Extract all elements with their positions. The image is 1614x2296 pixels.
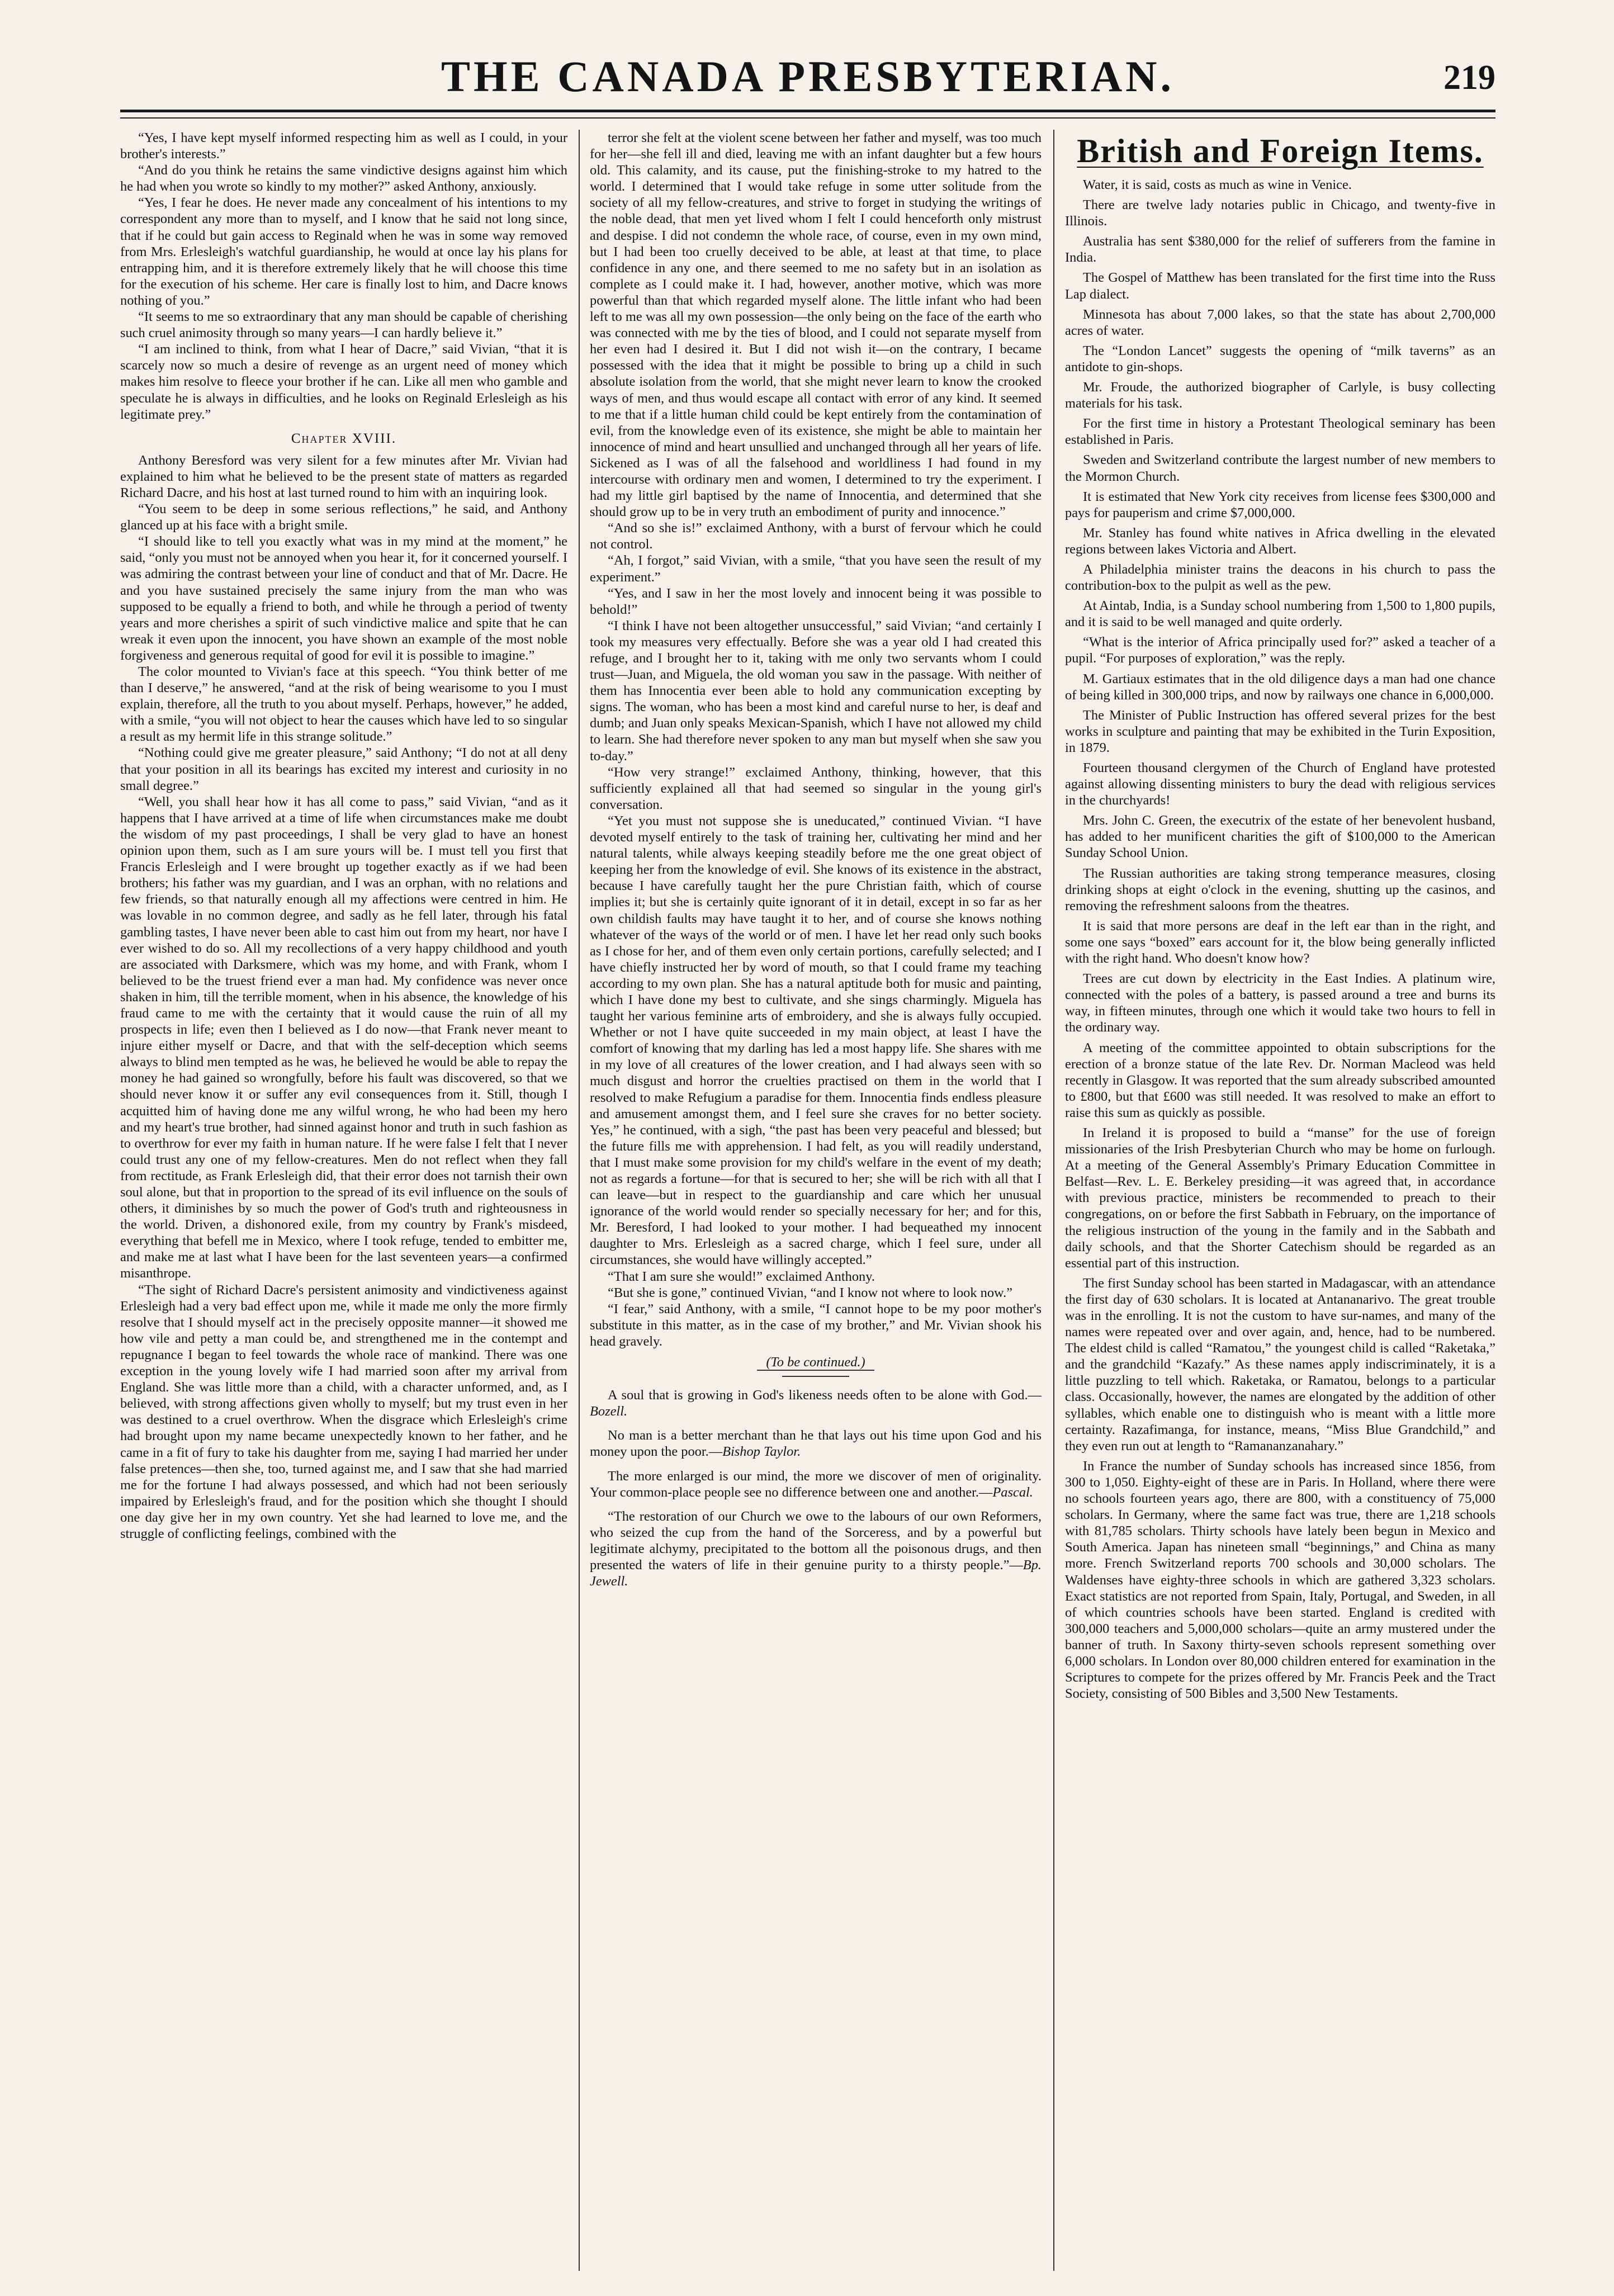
quotation-text: A soul that is growing in God's likeness needs often to be alone with God.— (608, 1388, 1042, 1403)
news-item: It is estimated that New York city receives from license fees $300,000 and pays for pauperism and crime $7,000,000. (1065, 489, 1495, 520)
news-item: M. Gartiaux estimates that in the old diligence days a man had one chance of being killed in 300,000 trips, and now by railways one chance in 6,000,000. (1065, 671, 1495, 703)
story-paragraph: “And so she is!” exclaimed Anthony, with a burst of fervour which he could not control. (590, 520, 1042, 552)
masthead (120, 32, 1495, 116)
story-paragraph: “Yes, I fear he does. He never made any concealment of his intentions to my correspondent any more than to myself, and I know that he said not long since, that if he could but gain access to Reginald when he was in some way removed from Mrs. Erlesleigh's watchful guardianship, he would at once lay his plans for entrapping him, and it is therefore extremely likely that he will choose this time for the execution of his scheme. Her care is finally lost to him, and Dacre knows nothing of you.” (120, 195, 567, 308)
masthead-rule (120, 110, 1495, 112)
quotation (590, 1508, 1042, 1589)
news-item: Minnesota has about 7,000 lakes, so that the state has about 2,700,000 acres of water. (1065, 306, 1495, 338)
story-paragraph: “I am inclined to think, from what I hear of Dacre,” said Vivian, “that it is scarcely now so much a desire of revenge as an urgent need of money which makes him resolve to fleece your brother if he can. Like all men who gamble and speculate he is always in difficulties, and he looks on Reginald Erlesleigh as his legitimate prey.” (120, 342, 567, 422)
story-paragraph: “It seems to me so extraordinary that any man should be capable of cherishing such cruel animosity through so many years—I can hardly believe it.” (120, 309, 567, 341)
news-item: In Ireland it is proposed to build a “manse” for the use of foreign missionaries of the Irish Presbyterian Church who may be home on furlough. At a meeting of the General Assembly's Primary Education Committee in Belfast—Rev. L. E. Berkeley presiding—it was agreed that, in accordance with previous practice, ministers be recommended to preach to their congregations, on or before the first Sabbath in February, on the importance of the religious instruction of the young in the family and in the Sabbath and daily schools, and that the Shorter Catechism should be regarded as an essential part of this instruction. (1065, 1125, 1495, 1271)
quotation-author: Bishop Taylor. (722, 1444, 801, 1460)
news-item: The first Sunday school has been started in Madagascar, with an attendance the first day of 630 scholars. It is located at Antananarivo. The great trouble was in the enrolling. It is not the custom to have sur-names, and many of the names were repeated over and over again, and, hence, had to be numbered. The eldest child is called “Ramatou,” the youngest child is called “Raketaka,” and the grandchild “Kazafy.” As these names apply indiscriminately, it is a little puzzling to tell which. Raketaka, or Ramatou, belongs to a particular class. Occasionally, however, the names are elongated by the addition of other syllables, which enable one to distinguish who is meant with a little more certainty. Razafimanga, for instance, means, “Miss Blue Grandchild,” and they even run out at length to “Ramananzanahary.” (1065, 1275, 1495, 1454)
quotation (590, 1427, 1042, 1460)
story-paragraph: “I fear,” said Anthony, with a smile, “I cannot hope to be my poor mother's substitute in this matter, as in the case of my brother,” and Mr. Vivian shook his head gravely. (590, 1301, 1042, 1349)
story-column-1 (120, 130, 567, 2254)
news-item: Fourteen thousand clergymen of the Church of England have protested against allowing dissenting ministers to bury the dead with religious services in the churchyards! (1065, 760, 1495, 808)
quotation-author: Bozell. (590, 1404, 628, 1419)
news-item: Mrs. John C. Green, the executrix of the estate of her benevolent husband, has added to her munificent charities the gift of $100,000 to the American Sunday School Union. (1065, 813, 1495, 861)
story-paragraph: “You seem to be deep in some serious reflections,” he said, and Anthony glanced up at his face with a bright smile. (120, 501, 567, 533)
story-paragraph: The color mounted to Vivian's face at this speech. “You think better of me than I deserve,” he answered, “and at the risk of being wearisome to you I must explain, therefore, all the truth to you about myself. Perhaps, however,” he added, with a smile, “you will not object to hear the causes which have led to so singular a result as my hermit life in this strange solitude.” (120, 664, 567, 745)
story-paragraph: “That I am sure she would!” exclaimed Anthony. (608, 1268, 875, 1284)
story-paragraph: “How very strange!” exclaimed Anthony, thinking, however, that this sufficiently explained all that had seemed so singular in the young girl's conversation. (590, 764, 1042, 812)
story-paragraph: “I think I have not been altogether unsuccessful,” said Vivian; “and certainly I took my measures very effectually. Before she was a year old I had created this refuge, and I brought her to it, taking with me only two servants whom I could trust—Juan, and Miguela, the old woman you saw in the passage. With neither of them has Innocentia ever been able to hold any communication excepting by signs. The woman, who has been a most kind and careful nurse to her, is deaf and dumb; and Juan only speaks Mexican-Spanish, which I have not allowed my child to learn. She had therefore never spoken to any man but myself when she saw you to-day.” (590, 618, 1042, 764)
story-paragraph: Anthony Beresford was very silent for a few minutes after Mr. Vivian had explained to him what he believed to be the present state of matters as regarded Richard Dacre, and his host at last turned round to him with an inquiring look. (120, 452, 567, 500)
news-item: At Aintab, India, is a Sunday school numbering from 1,500 to 1,800 pupils, and it is said to be well managed and quite orderly. (1065, 598, 1495, 630)
news-item: A meeting of the committee appointed to obtain subscriptions for the erection of a bronze statue of the late Rev. Dr. Norman Macleod was held recently in Glasgow. It was reported that the sum already subscribed amounted to £800, but that £600 was still needed. It was resolved to make an effort to raise this sum as quickly as possible. (1065, 1040, 1495, 1120)
news-item: Mr. Froude, the authorized biographer of Carlyle, is busy collecting materials for his task. (1065, 380, 1495, 411)
story-paragraph: “But she is gone,” continued Vivian, “and I know not where to look now.” (608, 1285, 1013, 1300)
news-item: Mr. Stanley has found white natives in Africa dwelling in the elevated regions between lakes Victoria and Albert. (1065, 525, 1495, 557)
news-item: There are twelve lady notaries public in Chicago, and twenty-five in Illinois. (1065, 197, 1495, 229)
quotation (590, 1468, 1042, 1500)
story-paragraph: “And do you think he retains the same vindictive designs against him which he had when you wrote so kindly to my mother?” asked Anthony, anxiously. (120, 163, 567, 195)
news-item: “What is the interior of Africa principally used for?” asked a teacher of a pupil. “For purposes of exploration,” was the reply. (1065, 635, 1495, 666)
story-paragraph: “Well, you shall hear how it has all come to pass,” said Vivian, “and as it happens that I have arrived at a time of life when circumstances make me doubt the wisdom of my past proceedings, I shall be very glad to have an honest opinion upon them, such as I am sure yours will be. I must tell you first that Francis Erlesleigh and I were brought up together exactly as if we had been brothers; his father was my guardian, and I was an orphan, with no relations and few friends, so that naturally enough all my affections were centred in him. He was lovable in no common degree, and sadly as he fell later, through his fatal gambling tastes, I have never been able to cast him out from my heart, nor have I ever wished to do so. All my recollections of a very happy childhood and youth are associated with Darksmere, which was my home, and with Frank, whom I believed to be the truest friend ever a man had. My confidence was never once shaken in him, till the terrible moment, when in his absence, the knowledge of his fraud came to me with the certainty that it would cause the ruin of all my prospects in life; even then I believed as I do now—that Frank never meant to injure either myself or Dacre, and that with the self-deception which seems always to blind men tempted as he was, he believed he would be able to repay the money he had gained so wrongfully, before his fault was discovered, so that we should never know it or suffer any evil consequences from it. Still, though I acquitted him of having done me any wilful wrong, he who had been my hero and my heart's true brother, had sinned against honor and truth in such fashion as to overthrow for ever my faith in human nature. If he were false I felt that I never could trust any one of my fellow-creatures. Men do not reflect when they fall from rectitude, as Frank Erlesleigh did, that their error does not tarnish their own soul alone, but that in proportion to the spread of its evil influence on the souls of others, it diminishes by so much the power of God's truth and righteousness in the world. Driven, a dishonored exile, from my country by Frank's misdeed, everything that befell me in Mexico, where I took refuge, tended to embitter me, and make me at last what I have been for the last seventeen years—a confirmed misanthrope. (120, 794, 567, 1281)
quotation-author: Pascal. (992, 1484, 1033, 1500)
news-items-list (1065, 177, 1495, 1702)
quotation-author: Bp. Jewell. (590, 1557, 1042, 1589)
story-paragraph: “Yes, I have kept myself informed respecting him as well as I could, in your brother's interests.” (120, 130, 567, 162)
news-item: Water, it is said, costs as much as wine in Venice. (1083, 177, 1352, 192)
column-divider (579, 130, 580, 2271)
news-item: In France the number of Sunday schools has increased since 1856, from 300 to 1,050. Eighty-eight of these are in Paris. In Holland, where there were no schools fourteen years ago, there are 800, with a constituency of 75,000 scholars. In Germany, where the same fact was true, there are 1,218 schools with 81,785 scholars. Thirty schools have lately been begun in Mexico and South America. Japan has nineteen small “beginnings,” and China as many more. French Switzerland reports 700 schools and 30,000 scholars. The Waldenses have eighty-three schools in which are gathered 3,323 scholars. Exact statistics are not reported from Spain, Italy, Portugal, and Sweden, in all of which countries schools have been started. England is credited with 300,000 teachers and 5,000,000 scholars—quite an army mustered under the banner of truth. In Saxony thirty-seven schools represent something over 6,000 scholars. In London over 80,000 children entered for examination in the Scriptures to compete for the prizes offered by Mr. Francis Peek and the Tract Society, consisting of 500 Bibles and 3,500 New Testaments. (1065, 1458, 1495, 1702)
news-item: The Russian authorities are taking strong temperance measures, closing drinking shops at eight o'clock in the evening, shutting up the casinos, and removing the refreshment saloons from the theatres. (1065, 865, 1495, 913)
news-item: A Philadelphia minister trains the deacons in his church to pass the contribution-box to the pulpit as well as the pew. (1065, 561, 1495, 594)
story-paragraph: “Yet you must not suppose she is uneducated,” continued Vivian. “I have devoted myself entirely to the task of training her, cultivating her mind and her natural talents, while always keeping steadily before me the one great object of keeping her from the knowledge of evil. She knows of its existence in the abstract, because I have carefully taught her the pure Christian faith, which of course implies it; but she is certainly quite ignorant of it in detail, except in so far as her own childish faults may have taught it to her, and of course she knows nothing whatever of the ways of the world or of men. I have let her read only such books as I chose for her, and of them even only certain portions, carefully selected; and I have chiefly instructed her by word of mouth, so that I could frame my teaching according to my own plan. She has a natural aptitude both for music and painting, which I have done my best to cultivate, and she sings charmingly. Miguela has taught her various feminine arts of embroidery, and she is always fully occupied. Whether or not I have quite succeeded in my main object, at least I have the comfort of knowing that my darling has led a most happy life. She shares with me in my love of all creatures of the lower creation, and I had always seen with so much disgust and horror the cruelties practised on them in the world that I resolved to make Refugium a paradise for them. Innocentia finds endless pleasure and amusement amongst them, and I feel sure she craves for no better society. Yes,” he continued, with a sigh, “the past has been very peaceful and blessed; but the future fills me with apprehension. I had felt, as you will readily understand, that I must make some provision for my child's welfare in the event of my death; not as regards a fortune—for that is secured to her; she will be rich with all that I can leave—but in respect to the guardianship and care which her unusual ignorance of the world would render so specially necessary for her; and for this, Mr. Beresford, I had looked to your mother. I had bequeathed my innocent daughter to Mrs. Erlesleigh as a sacred charge, which I feel sure, under all circumstances, she would have willingly accepted.” (590, 813, 1042, 1268)
story-column-2 (590, 130, 1042, 2254)
to-be-continued (590, 1354, 1042, 1370)
newspaper-title: THE CANADA PRESBYTERIAN. (441, 52, 1175, 101)
to-be-continued-text: (To be continued.) (757, 1355, 874, 1371)
news-item: Australia has sent $380,000 for the relief of sufferers from the famine in India. (1065, 234, 1495, 266)
news-item: For the first time in history a Protestant Theological seminary has been established in Paris. (1065, 416, 1495, 448)
story-paragraph: “Nothing could give me greater pleasure,” said Anthony; “I do not at all deny that your position in all its bearings has excited my interest and curiosity in no small degree.” (120, 745, 567, 793)
story-paragraph: terror she felt at the violent scene between her father and myself, was too much for her—she fell ill and died, leaving me with an infant daughter but a few hours old. This calamity, and its cause, put the finishing-stroke to my hatred to the world. I determined that I would take refuge in some utter solitude from the society of all my fellow-creatures, and strive to forget in studying the writings of the noble dead, that men yet lived whom I felt I could henceforth only mistrust and despise. I did not condemn the whole race, of course, even in my own mind, but I had been too cruelly deceived to be able, at least at that time, to place confidence in any one, and there seemed to me no safety but in an isolation as complete as I could make it. I had, however, another motive, which was more powerful than that which regarded myself alone. The little infant who had been left to me was all my own possession—the only being on the face of the earth who was connected with me by the ties of blood, and I could not separate myself from her even had I desired it. But I did not wish it—on the contrary, I became possessed with the idea that it might be possible to bring up a child in such absolute isolation from the world, that she might never learn to know the crooked ways of men, and thus would escape all contact with error of any kind. It seemed to me that if a little human child could be kept entirely from the contamination of evil, from the knowledge even of its existence, she might be able to maintain her innocence of mind and heart unsullied and unchanged through all her years of life. Sickened as I was of all the falsehood and worldliness I had found in my intercourse with ordinary men and women, I determined to try the experiment. I had my little girl baptised by the name of Innocentia, and determined that she should grow up to be in very truth an embodiment of purity and innocence.” (590, 130, 1042, 520)
story-paragraph: “The sight of Richard Dacre's persistent animosity and vindictiveness against Erlesleigh had a very bad effect upon me, while it made me only the more firmly resolve that I should myself act in the precisely opposite manner—it showed me how vile and petty a man could be, and strengthened me in the contempt and repugnance I began to feel towards the whole race of mankind. There was one exception in the young lovely wife I had married soon after my arrival from England. She was little more than a child, with a character unformed, and, as I believed, with strong affections given wholly to myself; but my trust even in her was destined to a cruel overthrow. When the disgrace which Erlesleigh's crime had brought upon my name became unexpectedly known to her father, and he came in a fit of fury to take his daughter from me, saying I had married her under false pretences—then she, too, turned against me, and I saw that she had married me for the fortune I had always possessed, and which had not been seriously impaired by Erlesleigh's fraud, and for the position which she thought I should one day give her in my own country. Yet she had learned to love me, and the struggle of conflicting feelings, combined with the (120, 1282, 567, 1541)
quotation-text: No man is a better merchant than he that lays out his time upon God and his money upon the poor.— (590, 1428, 1042, 1460)
section-heading: British and Foreign Items. (1077, 132, 1484, 169)
column-divider (1053, 130, 1054, 2271)
masthead-rule-thin (120, 117, 1495, 119)
quotation-text: The more enlarged is our mind, the more we discover of men of originality. Your common-place people see no difference between one and another.— (590, 1468, 1042, 1500)
story-paragraph: “I should like to tell you exactly what was in my mind at the moment,” he said, “only you must not be annoyed when you hear it, for it concerned yourself. I was admiring the contrast between your line of conduct and that of Mr. Dacre. He and you have sustained precisely the same injury from the man who was supposed to be equally a friend to both, and while he through a period of twenty years and more cherishes a spirit of such vindictive malice and spite that he can wreak it even upon the innocent, you have shown an example of the most noble forgiveness and generous requital of good for evil it is possible to imagine.” (120, 534, 567, 663)
news-items-column (1065, 130, 1495, 2254)
separator-rule (782, 1376, 849, 1377)
chapter-heading: Chapter XVIII. (291, 430, 397, 446)
news-item: It is said that more persons are deaf in the left ear than in the right, and some one says “boxed” ears account for it, the blow being generally inflicted with the right hand. Who doesn't know how? (1065, 918, 1495, 967)
news-item: The “London Lancet” suggests the opening of “milk taverns” as an antidote to gin-shops. (1065, 343, 1495, 375)
quotation (590, 1387, 1042, 1419)
story-paragraph: “Yes, and I saw in her the most lovely and innocent being it was possible to behold!” (590, 585, 1042, 617)
quotation-text: “The restoration of our Church we owe to the labours of our own Reformers, who seized the cup from the hand of the Sorceress, and by a powerful but legitimate alchymy, precipitated to the bottom all the poisonous drugs, and then presented the waters of life in their genuine purity to a thirsty people.”— (590, 1508, 1042, 1573)
news-item: The Minister of Public Instruction has offered several prizes for the best works in sculpture and painting that may be exhibited in the Turin Exposition, in 1879. (1065, 707, 1495, 755)
news-item: Trees are cut down by electricity in the East Indies. A platinum wire, connected with the poles of a battery, is passed around a tree and burns its way, in fifteen minutes, through one which it would take two hours to fell in the ordinary way. (1065, 971, 1495, 1035)
news-item: The Gospel of Matthew has been translated for the first time into the Russ Lap dialect. (1065, 270, 1495, 302)
news-item: Sweden and Switzerland contribute the largest number of new members to the Mormon Church. (1065, 452, 1495, 484)
page-number: 219 (1443, 59, 1495, 97)
story-paragraph: “Ah, I forgot,” said Vivian, with a smile, “that you have seen the result of my experiment.” (590, 553, 1042, 585)
